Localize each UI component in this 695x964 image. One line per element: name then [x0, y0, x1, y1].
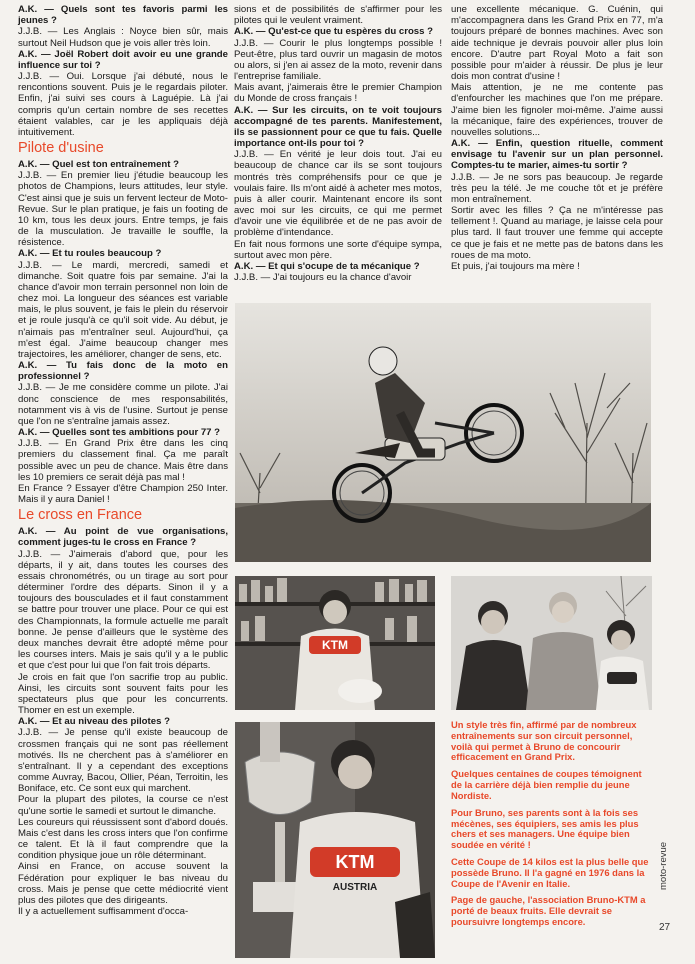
interview-answer: Pour la plupart des pilotes, la course ce n'est qu'une sortie le samedi et surtout le dimanche. [18, 794, 228, 817]
interview-question: A.K. — Et au niveau des pilotes ? [18, 716, 170, 728]
interview-answer: Les coureurs qui réussissent sont d'abord doués. Mais c'est dans les cross inters que l'on confirme ce talent. Et là il faut comprendre que la condition physique joue un rôle déterminant. [18, 816, 228, 862]
interview-answer: J.J.B. — En vérité je leur dois tout. J'ai eu beaucoup de chance car ils se sont toujours montrés très compréhensifs pour ce que je voulais faire. Ils m'ont aidé à acheter mes motos, puis à aller courir. Maintenant encore ils sont avec moi sur les circuits, ce qui me permet d'avoir une vie équilibrée et de ne pas avoir de problème d'intendance. [234, 149, 442, 239]
family-photo [451, 576, 652, 710]
page-number: 27 [659, 922, 671, 933]
interview-answer: En fait nous formons une sorte d'équipe sympa, surtout avec mon père. [234, 238, 442, 261]
interview-question: A.K. — Quel est ton entraînement ? [18, 159, 179, 170]
section-heading: Pilote d'usine [18, 140, 104, 157]
section-heading: Le cross en France [18, 507, 143, 524]
interview-answer: J.J.B. — Courir le plus longtemps possible ! Peut-être, plus tard ouvrir un magasin de motos ou alors, si j'en ai assez de la moto, revenir dans l'entreprise familiale. [234, 37, 442, 83]
motocross-jump-photo [235, 303, 651, 562]
ktm-logo-text: KTM [322, 638, 348, 652]
interview-question: A.K. — Sur les circuits, on te voit toujours accompagné de tes parents. Manifestement, ils se passionnent pour ce que tu fais. Quelle importance ont-ils pour toi ? [234, 104, 442, 150]
interview-answer: J.J.B. — J'ai toujours eu la chance d'avoir [234, 272, 412, 284]
caption-left-page: Page de gauche, l'association Bruno-KTM a porté de beaux fruits. Elle devrait se poursuivre longtemps encore. [451, 894, 646, 927]
interview-answer: Mais attention, je ne me contente pas d'enfourcher les machines que l'on me prépare. J'aime bien les fignoler moi-même. J'aime aussi la mécanique, faire des expériences, trouver de nouvelles solutions... [451, 82, 663, 138]
interview-answer: Ainsi en France, on accuse souvent la Fédération pour expliquer le bas niveau du cross. Mais je pense que cette médiocrité vient plus des pilotes que des dirigeants. [18, 861, 228, 906]
interview-answer: une excellente mécanique. G. Cuénin, qui m'accompagnera dans les Grand Prix en 77, m'a toujours préparé de bonnes machines. Avec son aide technique je devrais pouvoir aller plus loin encore. D'autre part Royal Moto a fait son possible pour m'aider à réussir. De plus je leur dois mon contrat d'usine ! [451, 4, 663, 83]
photo-captions [451, 720, 651, 934]
caption-trophies: Quelques centaines de coupes témoignent de la carrière déjà bien remplie du jeune Nordiste. [451, 768, 642, 801]
interview-answer: J.J.B. — Je pense qu'il existe beaucoup de crossmen français qui ne sont pas réellement motivés. Ils ne cherchent pas à s'améliorer en s'entraînant. Il y a cependant des exceptions comme Auvray, Bacou, Ollier, Péan, Terroitin, les Boniface, etc. Ce sont eux qui marchent. [18, 727, 228, 795]
interview-answer: Je crois en fait que l'on sacrifie trop au public. Ainsi, les circuits sont souvent faits pour les spectateurs plus que pour les concurrents. Thomer en est un exemple. [18, 671, 228, 717]
article-column-3 [451, 4, 663, 272]
austria-jersey-text: AUSTRIA [332, 882, 378, 893]
trophies-photo [235, 576, 435, 710]
article-column-2 [234, 4, 442, 283]
interview-question: A.K. — Joël Robert doit avoir eu une grande influence sur toi ? [18, 48, 228, 71]
interview-answer: J.J.B. — Je ne sors pas beaucoup. Je regarde très peu la télé. Je me couche tôt et je préfère mon entraînement. [451, 171, 663, 205]
interview-answer: J.J.B. — Je me considère comme un pilote. J'ai donc conscience de mes responsabilités, notamment vis à vis de l'usine. Surtout je pense que l'on ne s'entraîne jamais assez. [18, 382, 228, 427]
interview-question: A.K. — Et tu roules beaucoup ? [18, 248, 162, 260]
interview-answer: J.J.B. — Les Anglais : Noyce bien sûr, mais surtout Neil Hudson que je vois aller très loin. [18, 26, 228, 49]
interview-answer: J.J.B. — Oui. Lorsque j'ai débuté, nous le rencontions souvent. Puis je le regardais piloter. Enfin, j'ai suivi ses cours à Laguépie. Là j'ai compris qu'un certain nombre de ses recettes étaient valables, car je les appliquais déjà intuitivement. [18, 71, 228, 138]
interview-answer: Mais avant, j'aimerais être le premier Champion du Monde de cross français ! [234, 82, 442, 105]
interview-answer: J.J.B. — Le mardi, mercredi, samedi et dimanche. Soit quatre fois par semaine. J'ai la chance d'avoir mon terrain personnel non loin de chez moi. La longueur des séances est variable mais, le plus souvent, je fais le plein du réservoir et je roule jusqu'à ce qu'il soit vide. Au début, je n'aimais pas m'entraîner seul. Aujourd'hui, ça m'est égal. J'aime beaucoup changer mes trajectoires, les améliorer, changer de sens, etc. [18, 259, 228, 360]
interview-question: A.K. — Quels sont tes favoris parmi les jeunes ? [18, 4, 228, 27]
interview-answer: J.J.B. — En Grand Prix être dans les cinq premiers du classement final. Ça me paraît possible avec un peu de chance. Mais être dans les 10 premiers ce serait déjà pas mal ! [18, 438, 228, 483]
interview-answer: En France ? Essayer d'être Champion 250 Inter. Mais il y aura Daniel ! [18, 482, 228, 506]
interview-question: A.K. — Enfin, question rituelle, comment envisage tu l'avenir sur un plan personnel. Comptes-tu te marier, aimes-tu sortir ? [451, 138, 663, 172]
magazine-name: moto-revue [658, 841, 669, 890]
article-column-1 [18, 4, 228, 917]
interview-answer: sions et de possibilités de s'affirmer pour les pilotes qui le veulent vraiment. [234, 4, 442, 27]
caption-big-trophy: Cette Coupe de 14 kilos est la plus belle que possède Bruno. Il l'a gagné en 1976 dans la Coupe de l'Avenir en Italie. [451, 855, 649, 889]
ktm-jersey-text: KTM [335, 852, 375, 872]
interview-answer: Et puis, j'ai toujours ma mère ! [451, 260, 580, 272]
interview-answer: Sortir avec les filles ? Ça ne m'intéresse pas tellement !. Quand au mariage, je laisse cela pour plus tard. Il faut trouver une femme qui accepte ce que je fais et ne mette pas de batons dans les roues de ma moto. [451, 205, 663, 261]
caption-family: Pour Bruno, ses parents sont à la fois ses mécènes, ses équipiers, ses amis les plus chers et ses managers. Une équipe bien soudée en vérité ! [451, 806, 639, 851]
big-trophy-photo [235, 722, 435, 958]
interview-question: A.K. — Au point de vue organisations, comment juges-tu le cross en France ? [18, 526, 228, 549]
interview-question: A.K. — Tu fais donc de la moto en professionnel ? [18, 360, 228, 383]
interview-answer: J.J.B. — En premier lieu j'étudie beaucoup les photos de Champions, leurs attitudes, leur style. C'est ainsi que je suis un fervent lecteur de Moto-Revue. Sur le plan pratique, je fais un footing de 10 km, tous les deux jours. Entre temps, je fais de la musculation. Je travaille le souffle, la résistence. [18, 170, 228, 249]
interview-question: A.K. — Et qui s'ocupe de ta mécanique ? [234, 260, 420, 272]
interview-question: A.K. — Qu'est-ce que tu espères du cross ? [234, 26, 434, 38]
interview-answer: J.J.B. — J'aimerais d'abord que, pour les départs, il y ait, dans toutes les courses des essais chronométrés, ou un tirage au sort pour déterminer l'ordre des départs. Sinon il y a toujours des bousculades et il faut constamment se battre pour trouver une place. Pour ce qui est des Championnats, la formule actuelle me paraît bonne. Je pense d'ailleurs que le système des deux manches devrait être adopté même pour les courses inters. Mais je sais qu'il y a le public et que c'est pour lui que l'on fait trois départs. [18, 548, 228, 672]
caption-jump: Un style très fin, affirmé par de nombreux entraînements sur son circuit personnel, voilà qui permet à Bruno de concourir efficacement en Grand Prix. [451, 719, 637, 763]
interview-question: A.K. — Quelles sont tes ambitions pour 77 ? [18, 427, 221, 439]
interview-answer: Il y a actuellement suffisamment d'occa- [18, 906, 189, 918]
